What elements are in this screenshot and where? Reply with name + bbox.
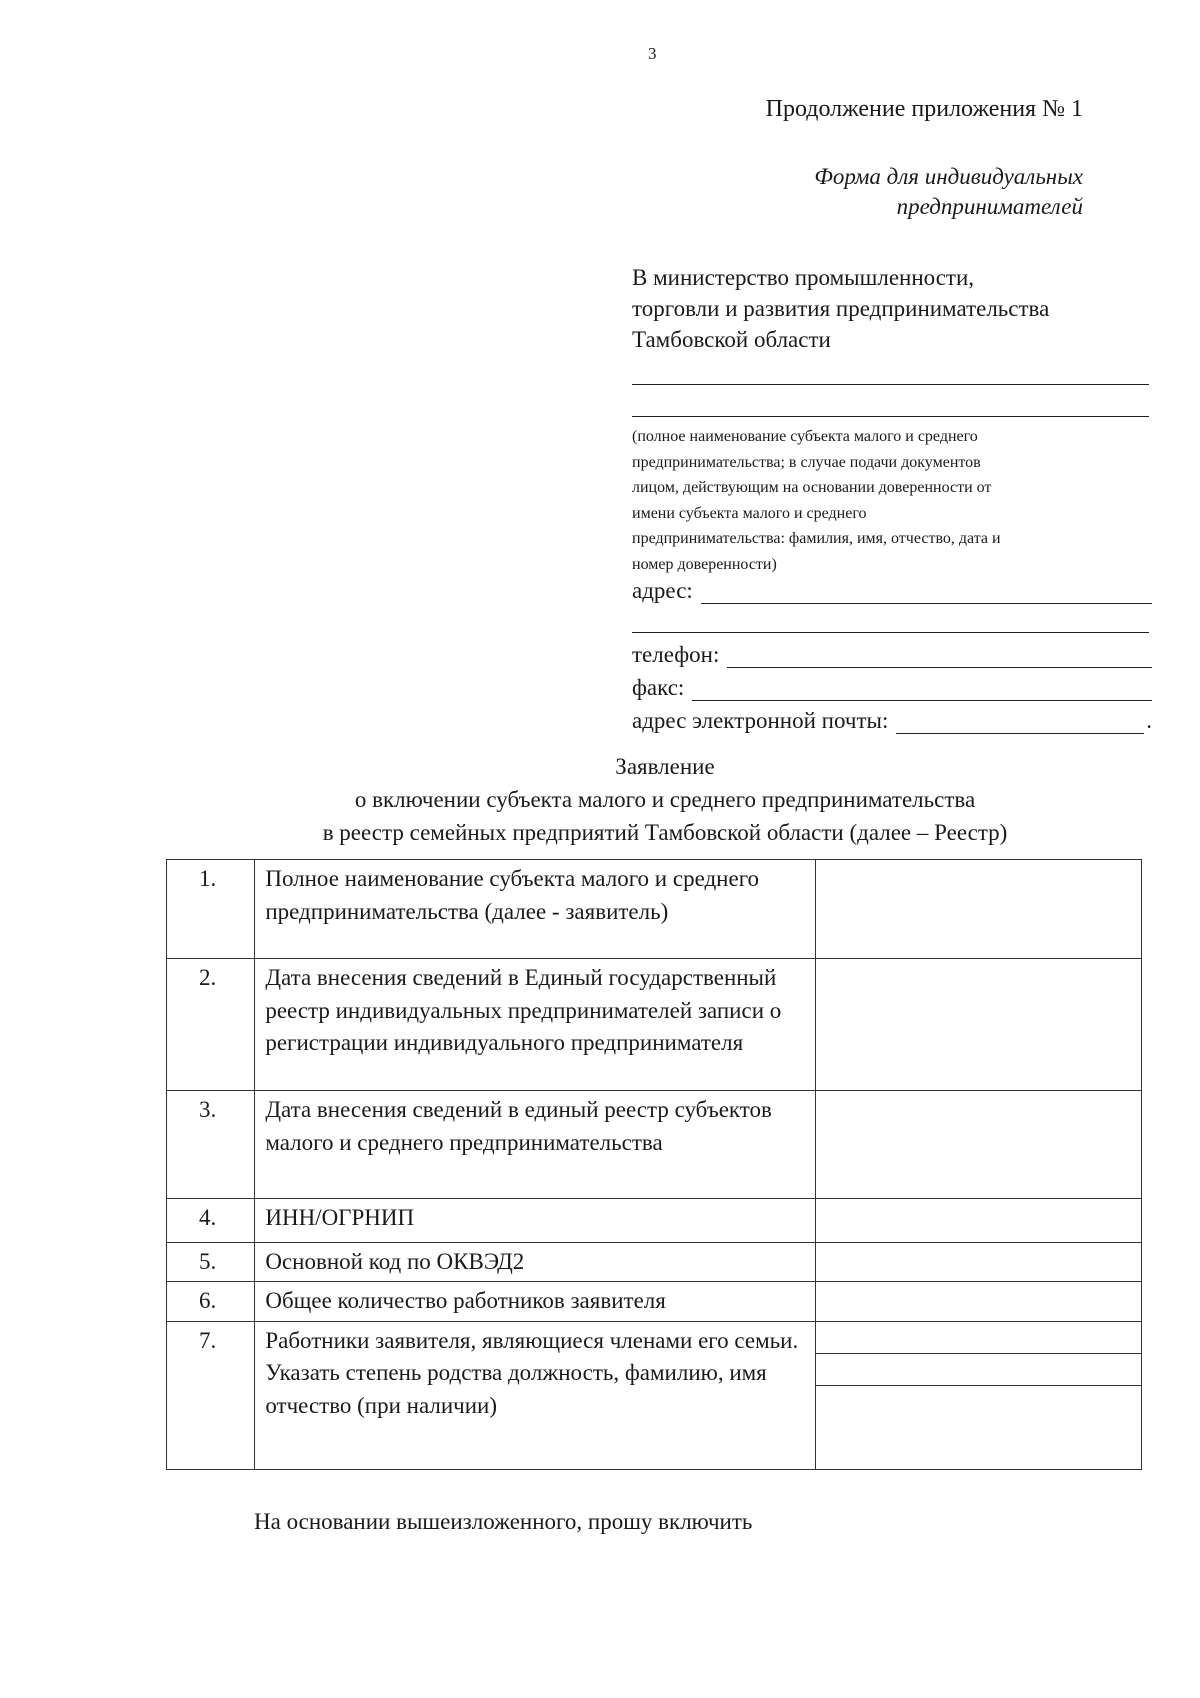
form-type-line: Форма для индивидуальных xyxy=(814,164,1083,189)
row-number: 4. xyxy=(167,1199,255,1243)
address-continuation-line[interactable] xyxy=(632,632,1149,633)
form-type-note xyxy=(663,162,1083,222)
addressee-line: В министерство промышленности, xyxy=(632,265,975,290)
application-title xyxy=(150,750,1180,849)
title-line: о включении субъекта малого и среднего предпринимательства xyxy=(354,787,976,812)
address-input-line[interactable] xyxy=(701,581,1152,604)
address-label: адрес: xyxy=(632,578,693,603)
applicant-name-hint xyxy=(632,424,1152,577)
row-value-cell[interactable] xyxy=(815,1091,1141,1199)
row-description: ИНН/ОГРНИП xyxy=(255,1199,815,1243)
hint-line: номер доверенности) xyxy=(632,555,777,573)
row-number: 2. xyxy=(167,959,255,1091)
phone-input-line[interactable] xyxy=(727,645,1152,668)
row-description: Полное наименование субъекта малого и среднего предпринимательства (далее - заявитель) xyxy=(255,860,815,959)
addressee-line: торговли и развития предпринимательства xyxy=(632,296,1050,321)
title-line: Заявление xyxy=(615,754,715,779)
hint-line: предпринимательства: фамилия, имя, отчество, дата и xyxy=(632,530,1001,547)
row-number: 3. xyxy=(167,1091,255,1199)
fax-field xyxy=(632,675,1152,701)
email-end-mark: . xyxy=(1146,708,1152,733)
hint-line: имени субъекта малого и среднего xyxy=(632,504,867,522)
hint-line: предпринимательства; в случае подачи документов xyxy=(632,453,981,471)
form-type-line: предпринимателей xyxy=(896,194,1083,219)
row-description: Основной код по ОКВЭД2 xyxy=(255,1243,815,1282)
applicant-name-line[interactable] xyxy=(632,416,1149,417)
row-description: Общее количество работников заявителя xyxy=(255,1281,815,1321)
row-value-cell[interactable] xyxy=(815,1199,1141,1243)
hint-line: (полное наименование субъекта малого и среднего xyxy=(632,428,978,445)
email-label: адрес электронной почты: xyxy=(632,708,889,733)
row-value-cell[interactable] xyxy=(815,1321,1141,1469)
table-row xyxy=(167,1091,1142,1199)
row-description: Дата внесения сведений в единый реестр субъектов малого и среднего предпринимательства xyxy=(255,1091,815,1199)
row-value-cell[interactable] xyxy=(815,959,1141,1091)
row-value-cell[interactable] xyxy=(815,1243,1141,1282)
addressee-line: Тамбовской области xyxy=(632,327,831,352)
value-subdivider xyxy=(816,1385,1141,1386)
row-number: 7. xyxy=(167,1321,255,1469)
continuation-heading: Продолжение приложения № 1 xyxy=(765,96,1083,122)
row-value-cell[interactable] xyxy=(815,860,1141,959)
phone-field xyxy=(632,642,1152,668)
hint-line: лицом, действующим на основании доверенности от xyxy=(632,479,992,496)
email-field xyxy=(632,708,1152,734)
phone-label: телефон: xyxy=(632,642,720,667)
addressee-block xyxy=(632,262,1152,355)
request-text: На основании вышеизложенного, прошу включить xyxy=(254,1509,753,1534)
row-number: 5. xyxy=(167,1243,255,1282)
value-subdivider xyxy=(816,1353,1141,1354)
row-number: 1. xyxy=(167,860,255,959)
table-row xyxy=(167,1199,1142,1243)
table-row xyxy=(167,959,1142,1091)
address-field xyxy=(632,578,1152,604)
fax-input-line[interactable] xyxy=(692,678,1152,701)
row-value-cell[interactable] xyxy=(815,1281,1141,1321)
title-line: в реестр семейных предприятий Тамбовской области (далее – Реестр) xyxy=(322,820,1008,845)
application-table xyxy=(166,859,1142,1470)
applicant-name-line[interactable] xyxy=(632,384,1149,385)
table-row xyxy=(167,1321,1142,1469)
row-description: Работники заявителя, являющиеся членами его семьи. Указать степень родства должность, фамилию, имя отчество (при наличии) xyxy=(255,1321,815,1469)
fax-label: факс: xyxy=(632,675,685,700)
table-row xyxy=(167,1281,1142,1321)
row-number: 6. xyxy=(167,1281,255,1321)
row-description: Дата внесения сведений в Единый государственный реестр индивидуальных предпринимателей записи о регистрации индивидуального предпринимателя xyxy=(255,959,815,1091)
page-number: 3 xyxy=(648,44,657,63)
email-input-line[interactable] xyxy=(896,711,1144,734)
table-row xyxy=(167,1243,1142,1282)
table-row xyxy=(167,860,1142,959)
